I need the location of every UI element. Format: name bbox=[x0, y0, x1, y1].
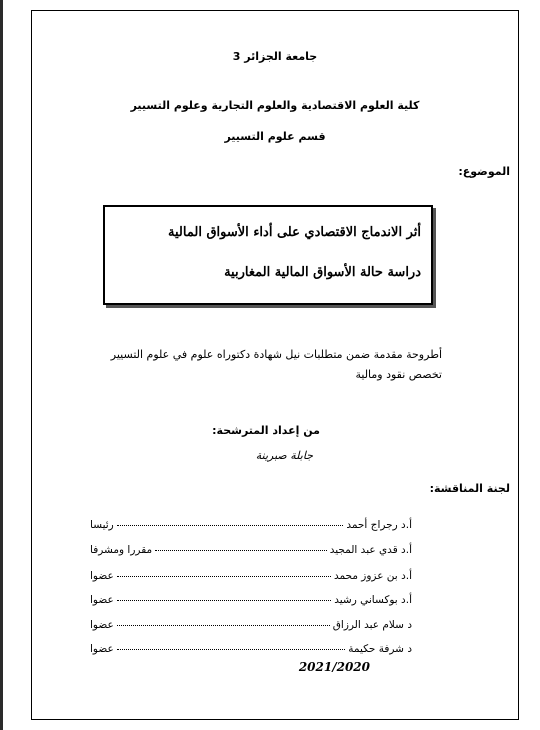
subject-label: الموضوع: bbox=[458, 165, 510, 178]
jury-member-row bbox=[82, 544, 412, 560]
candidate-name: جابلة صبرينة bbox=[255, 449, 313, 462]
jury-member-row bbox=[82, 643, 412, 659]
jury-member-role: عضوا bbox=[90, 619, 114, 631]
jury-dotted-leader bbox=[117, 525, 343, 526]
thesis-title: أثر الاندماج الاقتصادي على أداء الأسواق المالية bbox=[168, 225, 421, 240]
jury-label: لجنة المناقشة: bbox=[429, 482, 510, 495]
jury-member-name: د سلام عبد الرزاق bbox=[332, 619, 412, 631]
title-box bbox=[103, 205, 433, 305]
document-page bbox=[31, 10, 519, 720]
thesis-specialty: تخصص نقود ومالية bbox=[355, 368, 442, 381]
thesis-description: أطروحة مقدمة ضمن متطلبات نيل شهادة دكتوراه علوم في علوم التسيير bbox=[110, 348, 442, 361]
academic-year bbox=[299, 660, 370, 674]
department-name: قسم علوم التسيير bbox=[224, 130, 326, 143]
jury-member-role: عضوا bbox=[90, 643, 114, 655]
scan-edge bbox=[0, 0, 3, 730]
jury-member-row bbox=[82, 519, 412, 535]
jury-member-role: عضوا bbox=[90, 594, 114, 606]
jury-dotted-leader bbox=[117, 649, 345, 650]
jury-member-role: عضوا bbox=[90, 570, 114, 582]
jury-dotted-leader bbox=[117, 625, 330, 626]
faculty-name: كلية العلوم الاقتصادية والعلوم التجارية وعلوم التسيير bbox=[130, 99, 420, 112]
jury-member-row bbox=[82, 594, 412, 610]
jury-member-name: أ.د بوكساني رشيد bbox=[334, 594, 412, 606]
jury-member-row bbox=[82, 570, 412, 586]
jury-member-role: رئيسا bbox=[90, 519, 114, 531]
academic-year-value: 2021/2020 bbox=[298, 660, 370, 674]
jury-member-name: د شرفة حكيمة bbox=[348, 643, 412, 655]
jury-member-role: مقررا ومشرفا bbox=[90, 544, 153, 556]
jury-dotted-leader bbox=[117, 576, 331, 577]
university-name: جامعة الجزائر 3 bbox=[232, 50, 318, 63]
candidate-label: من إعداد المترشحة: bbox=[212, 424, 320, 437]
jury-member-name: أ.د رجراج أحمد bbox=[346, 519, 412, 531]
jury-member-name: أ.د بن عزوز محمد bbox=[333, 570, 412, 582]
jury-member-name: أ.د قدي عبد المجيد bbox=[329, 544, 412, 556]
jury-member-row bbox=[82, 619, 412, 635]
jury-dotted-leader bbox=[117, 600, 331, 601]
thesis-subtitle: دراسة حالة الأسواق المالية المغاربية bbox=[224, 265, 421, 280]
jury-dotted-leader bbox=[155, 550, 327, 551]
